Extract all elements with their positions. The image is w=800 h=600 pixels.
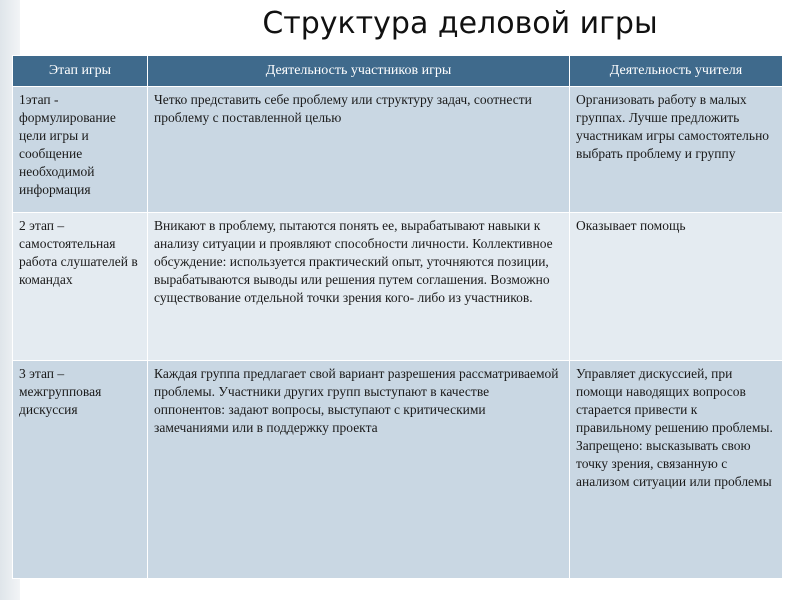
cell-teacher: Оказывает помощь (570, 213, 783, 361)
table-row (13, 361, 783, 579)
cell-stage: 1этап - формулирование цели игры и сообщение необходимой информация (13, 87, 148, 213)
table-header-row (13, 56, 783, 87)
cell-participants: Вникают в проблему, пытаются понять ее, вырабатывают навыки к анализу ситуации и проявляют способности личности. Коллективное обсуждение: используется практический опыт, уточняются позиции, вырабатываются выводы или решения путем соглашения. Возможно существование отдельной точки зрения кого- либо из участников. (148, 213, 570, 361)
cell-stage: 2 этап – самостоятельная работа слушателей в командах (13, 213, 148, 361)
cell-participants: Четко представить себе проблему или структуру задач, соотнести проблему с поставленной целью (148, 87, 570, 213)
cell-teacher: Управляет дискуссией, при помощи наводящих вопросов старается привести к правильному решению проблемы. Запрещено: высказывать свою точку зрения, связанную с анализом ситуации или проблемы (570, 361, 783, 579)
table-row (13, 213, 783, 361)
table-row (13, 87, 783, 213)
game-structure-table (12, 55, 783, 579)
header-participants: Деятельность участников игры (148, 56, 570, 87)
cell-stage: 3 этап – межгрупповая дискуссия (13, 361, 148, 579)
cell-participants: Каждая группа предлагает свой вариант разрешения рассматриваемой проблемы. Участники других групп выступают в качестве оппонентов: задают вопросы, выступают с критическими замечаниями или в поддержку проекта (148, 361, 570, 579)
header-stage: Этап игры (13, 56, 148, 87)
slide-title: Структура деловой игры (262, 6, 658, 41)
header-teacher: Деятельность учителя (570, 56, 783, 87)
cell-teacher: Организовать работу в малых группах. Лучше предложить участникам игры самостоятельно выбрать проблему и группу (570, 87, 783, 213)
